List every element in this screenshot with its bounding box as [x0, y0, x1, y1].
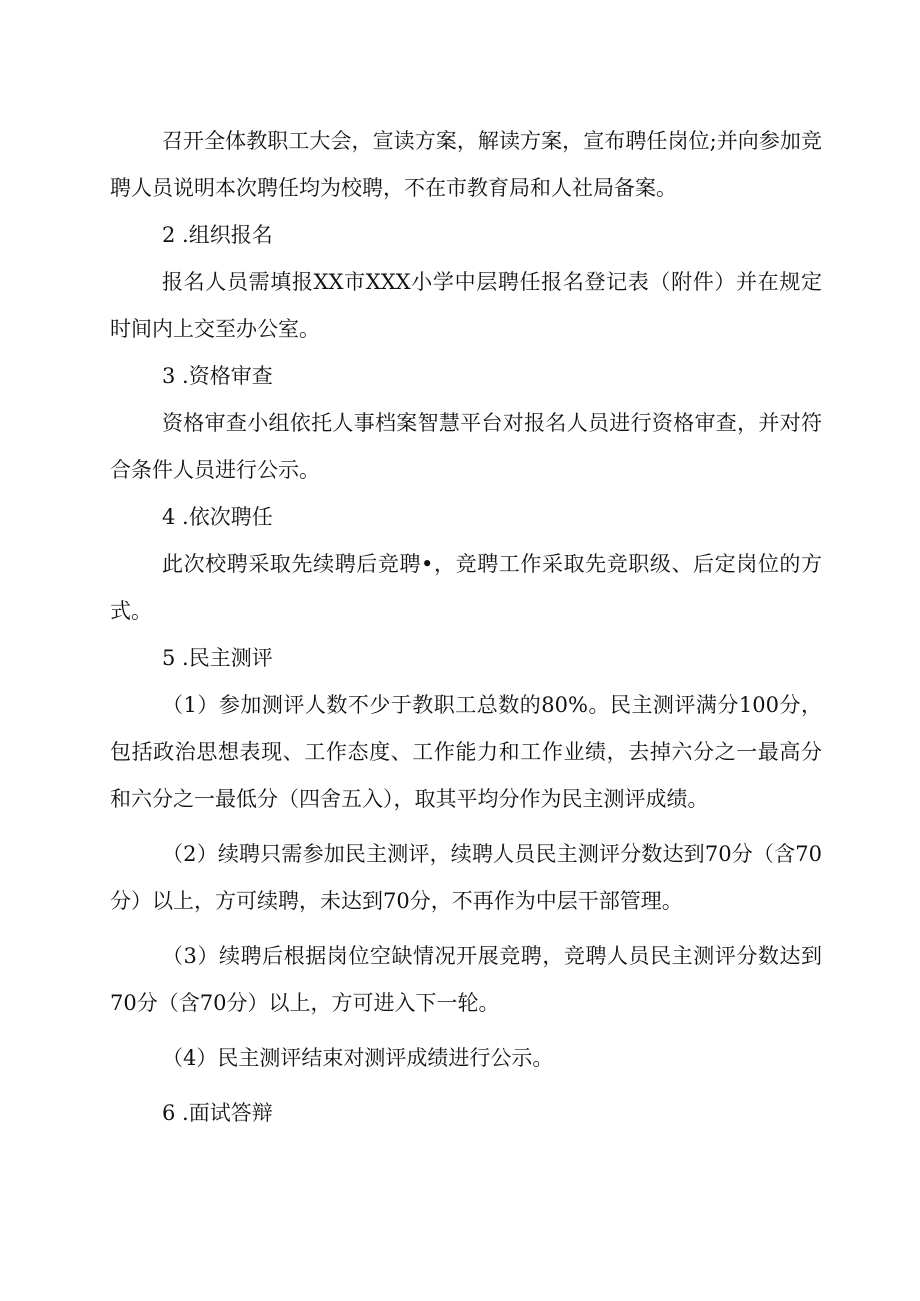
paragraph-appointment: 此次校聘采取先续聘后竞聘•，竞聘工作采取先竞职级、后定岗位的方式。 — [110, 552, 822, 623]
paragraph-evaluation-1: （1）参加测评人数不少于教职工总数的80%。民主测评满分100分，包括政治思想表现、工作态度、工作能力和工作业绩，去掉六分之一最高分和六分之一最低分（四舍五入），取其平均分作为民主测评成绩。 — [110, 693, 822, 811]
paragraph-evaluation-4: （4）民主测评结束对测评成绩进行公示。 — [162, 1046, 554, 1070]
document-body — [110, 118, 822, 1137]
heading-registration: 2 .组织报名 — [162, 223, 273, 247]
paragraph-meeting: 召开全体教职工大会，宣读方案，解读方案，宣布聘任岗位;并向参加竞聘人员说明本次聘任均为校聘，不在市教育局和人社局备案。 — [110, 129, 822, 200]
paragraph-registration: 报名人员需填报XX市XXX小学中层聘任报名登记表（附件）并在规定时间内上交至办公室。 — [110, 270, 822, 341]
heading-appointment: 4 .依次聘任 — [162, 505, 273, 529]
paragraph-evaluation-3: （3）续聘后根据岗位空缺情况开展竞聘，竞聘人员民主测评分数达到70分（含70分）以上，方可进入下一轮。 — [110, 944, 822, 1015]
heading-evaluation: 5 .民主测评 — [162, 646, 273, 670]
heading-qualification: 3 .资格审查 — [162, 364, 273, 388]
paragraph-evaluation-2: （2）续聘只需参加民主测评，续聘人员民主测评分数达到70分（含70分）以上，方可续聘，未达到70分，不再作为中层干部管理。 — [110, 842, 822, 913]
paragraph-qualification: 资格审查小组依托人事档案智慧平台对报名人员进行资格审查，并对符合条件人员进行公示。 — [110, 411, 822, 482]
heading-interview: 6 .面试答辩 — [162, 1101, 273, 1125]
